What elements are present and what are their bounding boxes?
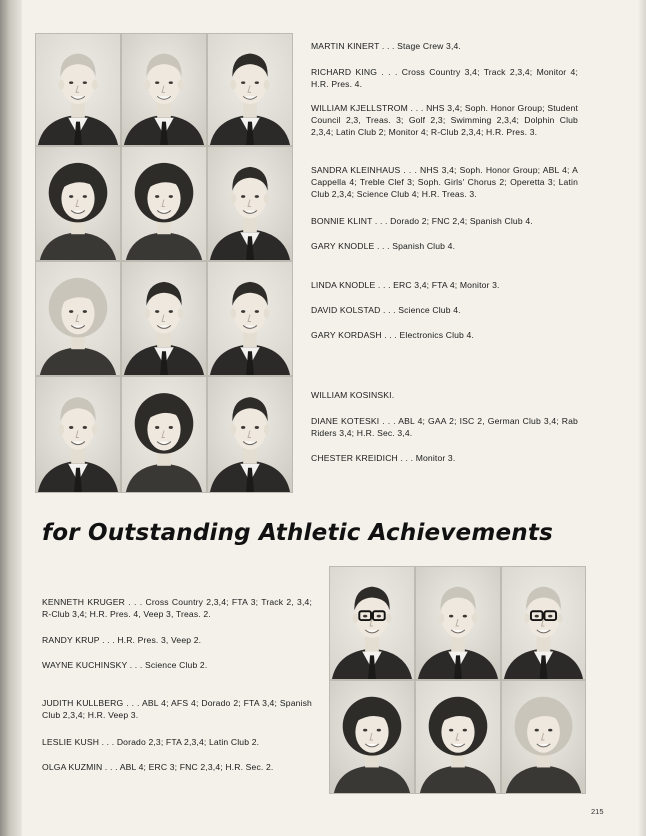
portrait-photo [36,262,120,375]
entry-separator: . . . [375,280,394,290]
student-activities: ABL 4; AFS 4; Dorado 2; FTA 3,4; Spanish Club 2,3,4; H.R. Veep 3. [42,698,312,720]
book-binding-shadow [0,0,22,836]
student-entry [311,164,578,200]
student-activities: Cross Country 3,4; Track 2,3,4; Monitor 4; H.R. Pres. 4. [311,67,579,89]
entry-separator: . . . [381,330,400,340]
student-name: RANDY KRUP [42,635,100,645]
entry-separator: . . . [123,698,142,708]
portrait [207,146,293,261]
portrait-photo [208,377,292,492]
student-name: LESLIE KUSH [42,737,100,747]
portrait [501,680,586,794]
student-name: JUDITH KULLBERG [42,698,124,708]
entry-separator: . . . [400,165,421,175]
page-number: 215 [591,807,604,816]
student-entry [42,736,312,748]
portrait [415,566,501,680]
student-name: MARTIN KINERT [311,41,380,51]
entry-separator: . . . [102,762,120,772]
student-name: RICHARD KING [311,67,378,77]
entry-separator: . . . [372,216,391,226]
student-name: KENNETH KRUGER [42,597,126,607]
page-edge [638,0,646,836]
student-name: OLGA KUZMIN [42,762,103,772]
student-activities: ABL 4; GAA 2; ISC 2, German Club 3,4; Rab Riders 3,4; H.R. Sec. 3,4. [311,416,578,438]
portrait-photo [330,681,414,793]
student-entry [42,634,312,646]
student-name: WILLIAM KJELLSTROM [311,103,408,113]
student-entry [311,215,578,227]
portrait-photo [208,34,292,145]
entry-separator: . . . [397,453,416,463]
portrait-photo [36,377,120,492]
portrait-photo [416,681,500,793]
student-activities: H.R. Pres. 3, Veep 2. [117,635,202,645]
entry-separator: . . . [379,41,398,51]
portrait-photo [330,567,414,679]
portrait-photo [36,147,120,260]
student-name: DAVID KOLSTAD [311,305,381,315]
student-name: WAYNE KUCHINSKY [42,660,128,670]
portrait-photo [502,681,585,793]
student-activities: NHS 3,4; Soph. Honor Group; ABL 4; A Cappella 4; Treble Clef 3; Soph. Girls' Chorus 2; Operetta 3; Latin Club 2,3,4; Science Club 4; H.R. Treas. 3. [311,165,579,199]
portrait-photo [208,262,292,375]
student-name: CHESTER KREIDICH [311,453,398,463]
student-activities: ERC 3,4; FTA 4; Monitor 3. [393,280,500,290]
portrait [329,566,415,680]
student-name: DIANE KOTESKI [311,416,380,426]
student-activities: NHS 3,4; Soph. Honor Group; Student Council 2,3, Treas. 3; Golf 2,3; Swimming 2,3,4; Dolphin Club 2,3,4; Latin Club 2; Monitor 4; R-Club 2,3,4; H.R. Pres. 3. [311,103,578,137]
portrait [35,261,121,376]
portrait [35,146,121,261]
student-name: BONNIE KLINT [311,216,373,226]
portrait [207,376,293,493]
student-activities: Science Club 4. [398,305,461,315]
student-activities: Dorado 2,3; FTA 2,3,4; Latin Club 2. [116,737,260,747]
portrait-photo [122,262,206,375]
student-activities: Spanish Club 4. [392,241,456,251]
portrait [121,261,207,376]
student-entry [42,659,312,671]
entry-separator: . . . [99,635,118,645]
student-entry [311,415,578,439]
student-entry [311,102,578,138]
student-entry [311,304,578,316]
portrait-photo [122,377,206,492]
portrait-photo [208,147,292,260]
student-name: WILLIAM KOSINSKI. [311,390,395,400]
student-entry [311,240,578,252]
entry-separator: . . . [379,416,399,426]
student-name: LINDA KNODLE [311,280,376,290]
portrait [207,261,293,376]
student-entry [42,697,312,721]
portrait [415,680,501,794]
student-entry [311,40,578,52]
student-entry [311,329,578,341]
portrait-photo [122,147,206,260]
portrait [329,680,415,794]
portrait-photo [502,567,585,679]
portrait-photo [416,567,500,679]
student-name: SANDRA KLEINHAUS [311,165,401,175]
portrait [121,146,207,261]
student-name: GARY KORDASH [311,330,382,340]
student-name: GARY KNODLE [311,241,375,251]
student-activities: Cross Country 2,3,4; FTA 3; Track 2, 3,4; R-Club 3,4; H.R. Pres. 4, Veep 3, Treas. 2. [42,597,312,619]
entry-separator: . . . [374,241,393,251]
entry-separator: . . . [99,737,117,747]
student-activities: Monitor 3. [415,453,456,463]
student-entry [42,761,312,773]
student-activities: Science Club 2. [144,660,208,670]
section-heading: for Outstanding Athletic Achievements [42,520,553,546]
entry-separator: . . . [407,103,427,113]
portrait [121,33,207,146]
portrait [121,376,207,493]
entry-separator: . . . [377,67,402,77]
student-activities: Electronics Club 4. [399,330,474,340]
student-entry [311,66,578,90]
portrait-photo [36,34,120,145]
portrait [35,376,121,493]
portrait [35,33,121,146]
student-activities: Stage Crew 3,4. [397,41,461,51]
entry-separator: . . . [125,597,146,607]
student-entry [311,452,578,464]
portrait-photo [122,34,206,145]
portrait [501,566,586,680]
student-entry [311,279,578,291]
student-activities: Dorado 2; FNC 2,4; Spanish Club 4. [390,216,533,226]
student-entry [42,596,312,620]
entry-separator: . . . [127,660,145,670]
entry-separator: . . . [380,305,399,315]
student-activities: ABL 4; ERC 3; FNC 2,3,4; H.R. Sec. 2. [119,762,274,772]
student-entry [311,389,578,401]
portrait [207,33,293,146]
